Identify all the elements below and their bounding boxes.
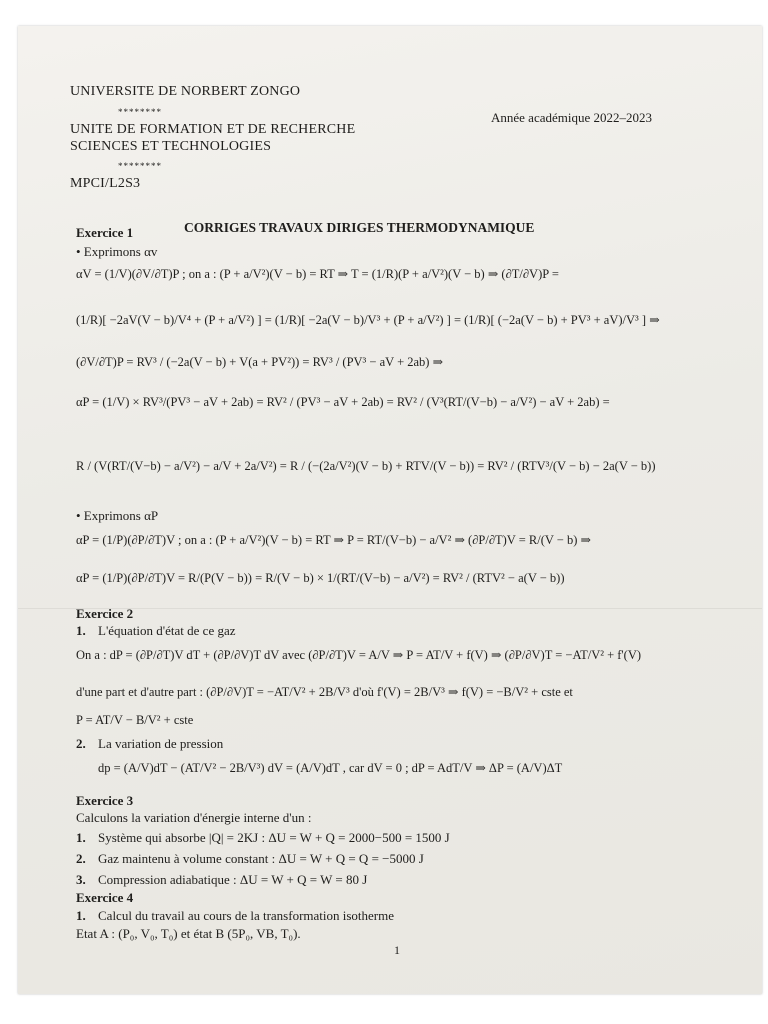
exercise-2-equation-4: dp = (A/V)dT − (AT/V² − 2B/V³) dV = (A/V)dT , car dV = 0 ; dP = AdT/V ⇒ ΔP = (A/V)ΔT xyxy=(98,761,563,775)
exercise-1-equation-4: αP = (1/V) × RV³/(PV³ − aV + 2ab) = RV² / (PV³ − aV + 2ab) = RV² / (V³(RT/(V−b) − a/V²) − aV + 2ab) = xyxy=(76,395,610,409)
exercise-2-item-2-text: La variation de pression xyxy=(98,736,224,751)
exercise-1-equation-1: αV = (1/V)(∂V/∂T)P ; on a : (P + a/V²)(V − b) = RT ⇒ T = (1/R)(P + a/V²)(V − b) ⇒ (∂T/∂V)P = xyxy=(76,267,559,281)
header-stars-2: ******** xyxy=(118,161,162,171)
exercise-3-intro: Calculons la variation d'énergie interne d'un : xyxy=(76,810,312,825)
exercise-3-item-text: Compression adiabatique : ΔU = W + Q = W = 80 J xyxy=(98,872,368,887)
exercise-1-equation-5: R / (V(RT/(V−b) − a/V²) − a/V + 2a/V²) = R / (−(2a/V²)(V − b) + RTV/(V − b)) = RV² / (RTV³/(V − b) − 2a(V − b)) xyxy=(76,459,656,473)
academic-year: Année académique 2022–2023 xyxy=(491,110,653,125)
exercise-3-item xyxy=(76,851,424,867)
exercise-2-item-1 xyxy=(76,623,236,639)
exercise-4-heading: Exercice 4 xyxy=(76,890,134,905)
exercise-3-heading: Exercice 3 xyxy=(76,793,134,808)
exercise-3-item xyxy=(76,872,367,888)
exercise-1-equation-3: (∂V/∂T)P = RV³ / (−2a(V − b) + V(a + PV²)) = RV³ / (PV³ − aV + 2ab) ⇒ xyxy=(76,355,444,369)
exercise-2-item-1-text: L'équation d'état de ce gaz xyxy=(98,623,236,638)
exercise-4-item-1-text: Calcul du travail au cours de la transformation isotherme xyxy=(98,908,395,923)
exercise-2-heading: Exercice 2 xyxy=(76,606,134,621)
university-name: UNIVERSITE DE NORBERT ZONGO xyxy=(70,84,301,99)
exercise-2-equation-3: P = AT/V − B/V² + cste xyxy=(76,713,194,727)
exercise-1-bullet-2: • Exprimons αP xyxy=(76,508,159,523)
exercise-2-item-1-number: 1. xyxy=(76,623,86,638)
exercise-4-item-1 xyxy=(76,908,394,924)
exercise-2-item-2-number: 2. xyxy=(76,736,86,751)
exercise-3-item xyxy=(76,830,450,846)
exercise-2-equation-1: On a : dP = (∂P/∂T)V dT + (∂P/∂V)T dV avec (∂P/∂T)V = A/V ⇒ P = AT/V + f(V) ⇒ (∂P/∂V)T = −AT/V² + f'(V) xyxy=(76,648,642,662)
document-title: CORRIGES TRAVAUX DIRIGES THERMODYNAMIQUE xyxy=(184,220,535,235)
header-stars: ******** xyxy=(118,107,162,117)
exercise-4-item-1-number: 1. xyxy=(76,908,86,923)
exercise-3-item-text: Gaz maintenu à volume constant : ΔU = W + Q = Q = −5000 J xyxy=(98,851,424,866)
exercise-2-item-2 xyxy=(76,736,223,752)
page-number: 1 xyxy=(394,943,400,957)
exercise-1-equation-7: αP = (1/P)(∂P/∂T)V = R/(P(V − b)) = R/(V − b) × 1/(RT/(V−b) − a/V²) = RV² / (RTV² − a(V − b)) xyxy=(76,571,565,585)
exercise-1-equation-6: αP = (1/P)(∂P/∂T)V ; on a : (P + a/V²)(V − b) = RT ⇒ P = RT/(V−b) − a/V² ⇒ (∂P/∂T)V = R/(V − b) ⇒ xyxy=(76,533,591,547)
exercise-1-equation-2: (1/R)[ −2aV(V − b)/V⁴ + (P + a/V²) ] = (1/R)[ −2a(V − b)/V³ + (P + a/V²) ] = (1/R)[ (−2a(V − b) + PV³ + aV)/V³ ] ⇒ xyxy=(76,313,660,327)
exercise-2-equation-2: d'une part et d'autre part : (∂P/∂V)T = −AT/V² + 2B/V³ d'où f'(V) = 2B/V³ ⇒ f(V) = −B/V² + cste et xyxy=(76,685,573,699)
exercise-1-bullet-1: • Exprimons αv xyxy=(76,244,158,259)
class-label: MPCI/L2S3 xyxy=(70,176,141,191)
ufr-line-1: UNITE DE FORMATION ET DE RECHERCHE xyxy=(70,122,356,137)
exercise-3-item-number: 3. xyxy=(76,872,86,887)
exercise-3-item-text: Système qui absorbe |Q| = 2KJ : ΔU = W + Q = 2000−500 = 1500 J xyxy=(98,830,450,845)
exercise-3-item-number: 1. xyxy=(76,830,86,845)
exercise-3-item-number: 2. xyxy=(76,851,86,866)
exercise-1-heading: Exercice 1 xyxy=(76,225,134,240)
document-page xyxy=(18,26,762,994)
exercise-4-states: Etat A : (P₀, V₀, T₀) et état B (5P₀, VB, T₀). xyxy=(76,926,301,941)
ufr-line-2: SCIENCES ET TECHNOLOGIES xyxy=(70,139,272,154)
